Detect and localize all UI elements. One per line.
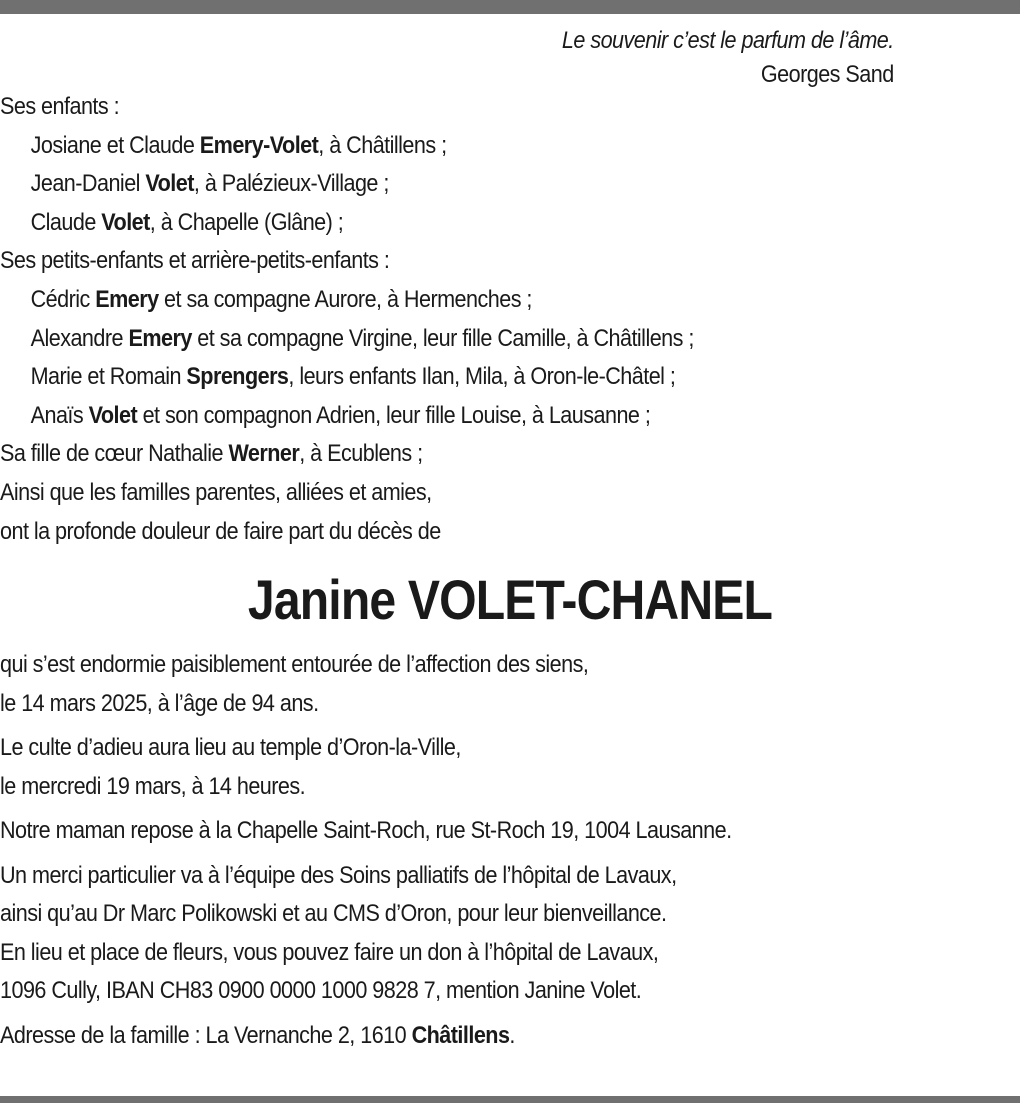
thanks-line: Un merci particulier va à l’équipe des Soins palliatifs de l’hôpital de Lavaux, [0,861,677,889]
top-rule [0,0,1020,14]
thanks-paragraph [0,857,918,1011]
donation-line: 1096 Cully, IBAN CH83 0900 0000 1000 9828 7, mention Janine Volet. [0,977,642,1004]
child-entry: Jean-Daniel Volet, à Palézieux-Village ; [30,170,389,198]
epigraph [0,24,918,92]
passing-line: qui s’est endormie paisiblement entourée de l’affection des siens, [0,651,589,678]
announcement-line: ont la profonde douleur de faire part du décès de [0,517,441,545]
relatives-line: Ainsi que les familles parentes, alliées et amies, [0,478,432,506]
grandchild-entry: Marie et Romain Sprengers, leurs enfants Ilan, Mila, à Oron-le-Châtel ; [30,363,676,391]
heart-daughter-entry: Sa fille de cœur Nathalie Werner, à Ecublens ; [0,440,423,468]
rest-line: Notre maman repose à la Chapelle Saint-Roch, rue St-Roch 19, 1004 Lausanne. [0,817,732,844]
grandchild-entry: Cédric Emery et sa compagne Aurore, à Hermenches ; [30,285,532,313]
bottom-rule [0,1096,1020,1103]
address-paragraph [0,1017,918,1056]
obituary-notice [0,24,918,551]
children-heading: Ses enfants : [0,93,120,120]
service-date-line: le mercredi 19 mars, à 14 heures. [0,772,306,800]
grandchildren-heading: Ses petits-enfants et arrière-petits-enfants : [0,247,390,275]
epigraph-author: Georges Sand [760,61,894,88]
passing-paragraph [0,646,918,723]
child-entry: Claude Volet, à Chapelle (Glâne) ; [30,208,344,236]
family-address: Adresse de la famille : La Vernanche 2, 1610 Châtillens. [0,1021,515,1049]
service-paragraph [0,729,918,806]
passing-date-line: le 14 mars 2025, à l’âge de 94 ans. [0,689,319,717]
epigraph-quote: Le souvenir c’est le parfum de l’âme. [561,27,894,54]
thanks-line: ainsi qu’au Dr Marc Polikowski et au CMS d’Oron, pour leur bienveillance. [0,900,667,927]
deceased-name: Janine VOLET-CHANEL [247,568,773,631]
child-entry: Josiane et Claude Emery-Volet, à Châtillens ; [30,131,447,159]
grandchild-entry: Anaïs Volet et son compagnon Adrien, leur fille Louise, à Lausanne ; [30,401,651,429]
grandchild-entry: Alexandre Emery et sa compagne Virgine, leur fille Camille, à Châtillens ; [30,324,694,352]
funeral-details [0,646,918,1061]
service-place-line: Le culte d’adieu aura lieu au temple d’Oron-la-Ville, [0,734,461,761]
donation-line: En lieu et place de fleurs, vous pouvez faire un don à l’hôpital de Lavaux, [0,938,659,966]
rest-paragraph [0,812,918,851]
